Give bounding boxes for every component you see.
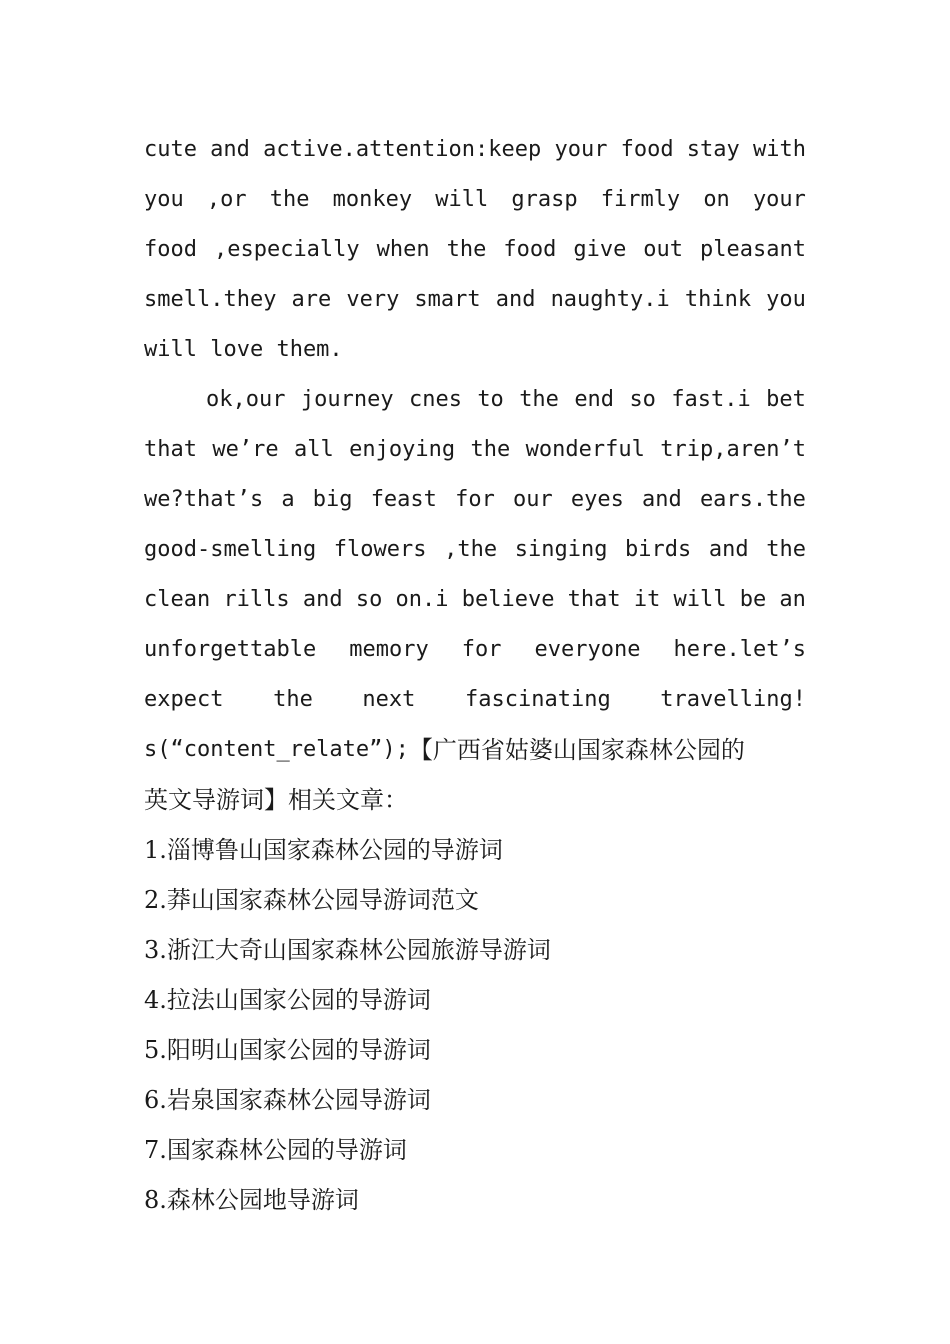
word: ears.the: [699, 487, 806, 512]
word: we’re: [212, 437, 279, 462]
related-article-link[interactable]: 6.岩泉国家森林公园导游词: [144, 1086, 431, 1114]
word: firmly: [600, 187, 681, 212]
word: ,especially: [213, 237, 360, 262]
word: food: [144, 237, 197, 262]
related-heading-line: [144, 725, 806, 775]
word: next: [362, 687, 416, 712]
word: eyes: [570, 487, 624, 512]
word: smell.they: [144, 287, 277, 312]
paragraph-monkeys: [144, 125, 806, 375]
word: expect: [144, 687, 224, 712]
word: for: [455, 487, 495, 512]
word: journey: [300, 387, 394, 412]
word: and: [642, 487, 682, 512]
word: a: [281, 487, 295, 512]
word: on: [703, 187, 730, 212]
word: flowers: [333, 537, 427, 562]
word: out: [643, 237, 684, 262]
related-heading-title: 【广西省姑婆山国家森林公园的: [408, 736, 745, 764]
related-article-link[interactable]: 1.淄博鲁山国家森林公园的导游词: [144, 836, 503, 864]
word: bet: [766, 387, 806, 412]
text-line: [144, 675, 806, 725]
word: fascinating: [465, 687, 611, 712]
word: it: [633, 587, 661, 612]
word: give: [573, 237, 627, 262]
word: cute: [144, 137, 197, 162]
word: active.attention:keep: [263, 137, 542, 162]
word: ,or: [206, 187, 247, 212]
text-line: [144, 625, 806, 675]
text-line: [144, 175, 806, 225]
word: smart: [414, 287, 481, 312]
text-line: [144, 475, 806, 525]
word: unforgettable: [144, 637, 317, 662]
word: our: [512, 487, 553, 512]
word: so: [629, 387, 656, 412]
word: stay: [686, 137, 740, 162]
related-article-link[interactable]: 5.阳明山国家公园的导游词: [144, 1036, 431, 1064]
related-article-link[interactable]: 3.浙江大奇山国家森林公园旅游导游词: [144, 936, 551, 964]
related-article-link[interactable]: 8.森林公园地导游词: [144, 1186, 359, 1214]
word: grasp: [511, 187, 578, 212]
related-articles-heading: [144, 725, 806, 825]
word: all: [294, 437, 334, 462]
word: the: [273, 687, 313, 712]
word: that: [567, 587, 621, 612]
word: monkey: [332, 187, 413, 212]
word: feast: [370, 487, 437, 512]
word: the: [446, 237, 487, 262]
word: an: [779, 587, 806, 612]
text-line: will love them.: [144, 337, 343, 362]
word: here.let’s: [673, 637, 806, 662]
word: fast.i: [671, 387, 751, 412]
related-article-link[interactable]: 7.国家森林公园的导游词: [144, 1136, 407, 1164]
text-line: [144, 275, 806, 325]
word: trip,aren’t: [660, 437, 806, 462]
word: enjoying: [349, 437, 456, 462]
word: pleasant: [700, 237, 806, 262]
word: travelling!: [660, 687, 806, 712]
paragraph-conclusion: [144, 375, 806, 725]
content-relate-code: s(“content_relate”);: [144, 737, 409, 762]
word: and: [210, 137, 250, 162]
text-line: [144, 425, 806, 475]
word: end: [574, 387, 615, 412]
word: that: [144, 437, 197, 462]
word: think: [684, 287, 752, 312]
word: will: [673, 587, 727, 612]
word: to: [477, 387, 504, 412]
word: will: [435, 187, 489, 212]
word: everyone: [534, 637, 641, 662]
word: you: [766, 287, 806, 312]
word: the: [269, 187, 310, 212]
related-articles-list: [144, 825, 806, 1225]
text-line: [144, 125, 806, 175]
word: your: [752, 187, 806, 212]
word: singing: [514, 537, 608, 562]
related-article-link[interactable]: 4.拉法山国家公园的导游词: [144, 986, 431, 1014]
word: big: [312, 487, 353, 512]
word: are: [291, 287, 332, 312]
word: ,the: [444, 537, 498, 562]
word: ok,our: [206, 387, 286, 412]
word: for: [461, 637, 502, 662]
word: and: [708, 537, 749, 562]
word: very: [346, 287, 400, 312]
text-line: [144, 525, 806, 575]
word: on.i: [395, 587, 449, 612]
text-line: [144, 575, 806, 625]
word: cnes: [408, 387, 462, 412]
related-heading-line: 英文导游词】相关文章：: [144, 786, 408, 814]
word: birds: [625, 537, 692, 562]
word: rills: [223, 587, 290, 612]
word: memory: [349, 637, 429, 662]
word: you: [144, 187, 184, 212]
word: food: [620, 137, 674, 162]
word: the: [470, 437, 511, 462]
word: naughty.i: [550, 287, 670, 312]
word: be: [739, 587, 767, 612]
word: wonderful: [525, 437, 645, 462]
related-article-link[interactable]: 2.莽山国家森林公园导游词范文: [144, 886, 479, 914]
word: the: [766, 537, 806, 562]
word: clean: [144, 587, 211, 612]
word: believe: [461, 587, 555, 612]
word: the: [519, 387, 559, 412]
word: and: [302, 587, 343, 612]
word: we?that’s: [144, 487, 264, 512]
text-line: [144, 225, 806, 275]
word: with: [752, 137, 806, 162]
word: and: [495, 287, 536, 312]
document-page: [144, 125, 806, 1225]
word: your: [554, 137, 608, 162]
word: when: [376, 237, 430, 262]
word: good-smelling: [144, 537, 317, 562]
word: food: [503, 237, 557, 262]
word: so: [355, 587, 383, 612]
text-line: [144, 375, 806, 425]
